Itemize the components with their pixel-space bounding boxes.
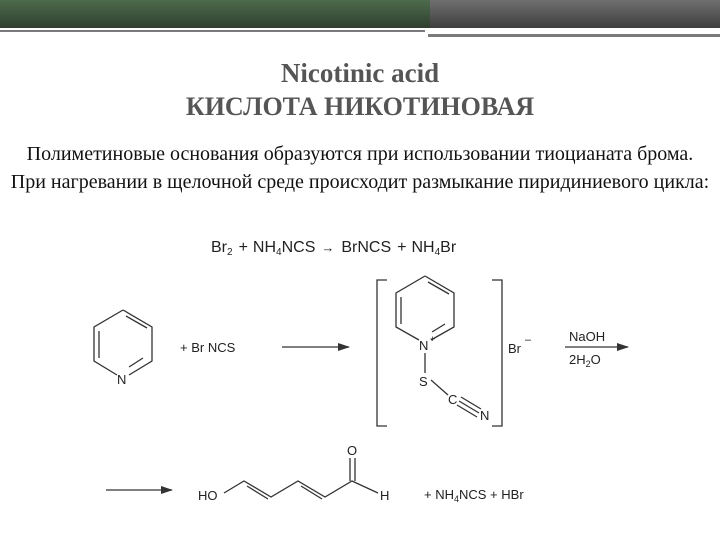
eq-br-tail: Br xyxy=(440,239,457,256)
bromide-counter-ion: Br xyxy=(508,341,521,356)
byproduct-sub-4: 4 xyxy=(453,494,459,504)
eq-brncs: BrNCS xyxy=(341,239,392,256)
aldehyde-h: H xyxy=(380,488,390,503)
water-sub-2: 2 xyxy=(585,359,591,369)
slide-title-english: Nicotinic acid xyxy=(280,58,440,88)
pyridinium-structure xyxy=(396,276,481,417)
equation xyxy=(211,239,457,258)
description-paragraph: Полиметиновые основания образуются при использовании тиоцианата брома. При нагревании в щелочной среде происходит размыкание пиридиниевого цикла: xyxy=(10,143,710,193)
reagent-brncs: + Br NCS xyxy=(180,340,236,355)
cn-triple-bond-3 xyxy=(457,405,477,417)
positive-charge: + xyxy=(430,334,436,344)
eq-br: Br xyxy=(211,239,227,256)
eq-sub-4b: 4 xyxy=(434,247,441,258)
eq-sub-2: 2 xyxy=(227,247,233,258)
carbon-atom: C xyxy=(448,392,458,407)
pyridinium-double-bond-3 xyxy=(432,324,445,332)
pyridinium-bonds-right xyxy=(425,276,454,340)
cn-triple-bond-2 xyxy=(461,397,481,409)
negative-charge: – xyxy=(525,334,532,346)
eq-sub-4a: 4 xyxy=(276,247,282,258)
pyridine-n-atom: N xyxy=(117,372,127,387)
byproduct-rest: NCS + HBr xyxy=(459,487,524,502)
pyridine-structure xyxy=(94,310,152,375)
eq-nh: NH xyxy=(252,239,277,256)
sulfur-atom: S xyxy=(419,374,428,389)
naoh-condition: NaOH xyxy=(569,329,606,344)
eq-plus-1: + xyxy=(238,239,248,256)
polyene-double-bond-1 xyxy=(247,486,268,499)
water-condition xyxy=(569,352,601,369)
polyene-backbone xyxy=(224,481,378,497)
eq-nh-2: NH xyxy=(411,239,435,256)
polyene-double-bond-2 xyxy=(301,486,322,499)
hydroxyl-group: HO xyxy=(198,488,218,503)
eq-plus-2: + xyxy=(397,239,407,256)
byproducts xyxy=(424,487,524,504)
nitrogen-atom: N xyxy=(480,408,490,423)
pyridinium-n-atom: N xyxy=(419,338,429,353)
product-chain xyxy=(224,458,378,499)
eq-arrow: → xyxy=(321,240,335,255)
cn-triple-bond-1 xyxy=(459,401,479,413)
water-2h: 2H xyxy=(569,352,586,367)
carbonyl-oxygen: O xyxy=(347,443,358,458)
slide-title-russian: КИСЛОТА НИКОТИНОВАЯ xyxy=(185,92,535,121)
byproduct-nh: + NH xyxy=(424,487,454,502)
water-o: O xyxy=(590,352,601,367)
left-bracket xyxy=(377,280,387,426)
right-bracket xyxy=(492,280,502,426)
eq-ncs: NCS xyxy=(281,239,316,256)
pyridine-double-bond-3 xyxy=(129,358,143,367)
s-c-bond xyxy=(431,380,448,395)
